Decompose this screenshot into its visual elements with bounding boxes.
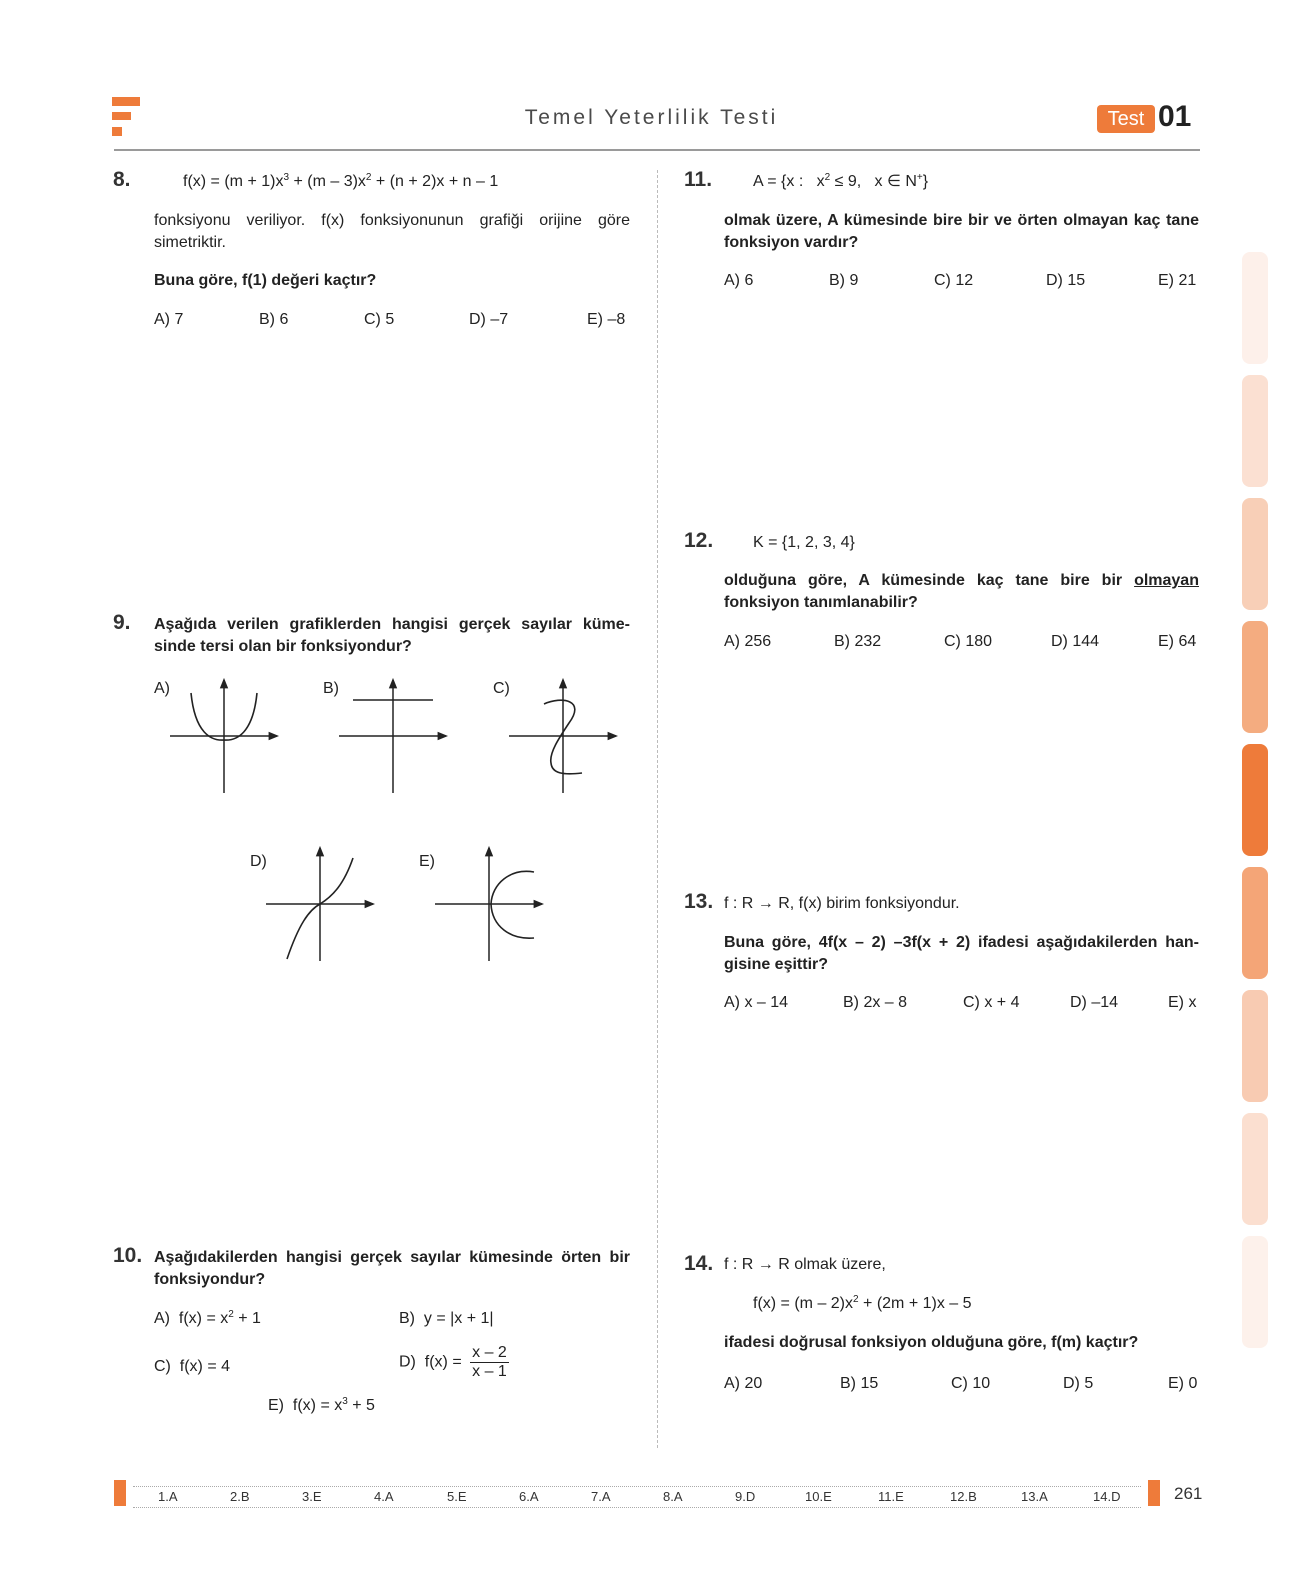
question-statement: f : R → R, f(x) birim fonksiyondur. [724,895,960,912]
question-number: 14. [684,1252,714,1275]
graph-c[interactable] [504,678,619,796]
option-d[interactable]: D) –14 [1070,994,1119,1011]
page-number: 261 [1174,1484,1203,1503]
option-e[interactable]: E) 21 [1158,272,1197,289]
side-tab[interactable] [1242,990,1268,1102]
answer-key-item: 6.A [519,1489,539,1504]
answer-bar-marker [114,1480,126,1506]
option-e[interactable]: E) x [1168,994,1197,1011]
side-tab[interactable] [1242,1113,1268,1225]
option-b[interactable]: B) 232 [834,633,882,650]
option-b[interactable]: B) 15 [840,1375,879,1392]
question-formula: $f(x) = (m - 2)x^2 + (2m + 1)x - 5$ [753,1294,972,1312]
option-a[interactable]: A) 7 [154,311,184,328]
option-e[interactable]: E) –8 [587,311,626,328]
side-tab[interactable] [1242,867,1268,979]
option-b[interactable]: B) 6 [259,311,289,328]
question-number: 13. [684,890,714,913]
answer-key-bar [133,1486,1141,1508]
option-b[interactable]: B) y = |x + 1| [399,1310,494,1327]
graph-label-d[interactable]: D) [250,853,267,870]
graph-d[interactable] [261,846,376,964]
question-prompt: Buna göre, 4f(x – 2) –3f(x + 2) ifadesi aşağıdakilerden han-gisine eşittir? [724,934,1199,973]
graph-label-a[interactable]: A) [154,680,170,697]
question-formula: $f(x) = (m + 1)x^3 + (m - 3)x^2 + (n + 2)x + n - 1$ [183,172,499,190]
answer-key-item: 8.A [663,1489,683,1504]
question-prompt: ifadesi doğrusal fonksiyon olduğuna göre, f(m) kaçtır? [724,1334,1139,1351]
graph-label-e[interactable]: E) [419,853,435,870]
option-a[interactable]: A) 256 [724,633,772,650]
question-prompt: Aşağıda verilen grafiklerden hangisi gerçek sayılar küme-sinde tersi olan bir fonksiyondur? [154,616,630,655]
graph-e[interactable] [430,846,545,964]
side-tab[interactable] [1242,621,1268,733]
option-e[interactable]: E) $f(x) = x^3 + 5$ [268,1396,375,1414]
side-tab[interactable] [1242,498,1268,610]
page-title: Temel Yeterlilik Testi [524,106,779,129]
answer-key-item: 4.A [374,1489,394,1504]
answer-key-item: 2.B [230,1489,250,1504]
side-tab[interactable] [1242,1236,1268,1348]
graph-label-b[interactable]: B) [323,680,339,697]
option-d[interactable]: D) 144 [1051,633,1100,650]
answer-key-item: 10.E [805,1489,832,1504]
question-statement: f : R → R olmak üzere, [724,1256,886,1273]
question-number: 10. [113,1244,143,1267]
question-body: fonksiyonu veriliyor. f(x) fonksiyonunun grafiği orijine göre simetriktir. [154,212,630,251]
answer-key-item: 12.B [950,1489,977,1504]
answer-key-item: 5.E [447,1489,467,1504]
option-c[interactable]: C) 12 [934,272,974,289]
graph-a[interactable] [165,678,280,796]
question-prompt: Buna göre, f(1) değeri kaçtır? [154,272,377,289]
question-number: 12. [684,529,714,552]
option-a[interactable]: A) 6 [724,272,754,289]
option-e[interactable]: E) 64 [1158,633,1197,650]
test-badge: Test [1097,105,1155,133]
question-prompt: olmak üzere, A kümesinde bire bir ve örten olmayan kaç tane fonksiyon vardır? [724,212,1199,251]
option-d[interactable]: D) f(x) = $\frac{x - 2}{x - 1}$ [399,1344,507,1380]
question-prompt: Aşağıdakilerden hangisi gerçek sayılar kümesinde örten bir fonksiyondur? [154,1249,630,1288]
question-formula: K = {1, 2, 3, 4} [753,534,855,551]
header-divider [114,149,1200,151]
answer-key-item: 3.E [302,1489,322,1504]
answer-key-item: 14.D [1093,1489,1121,1504]
option-a[interactable]: A) 20 [724,1375,763,1392]
question-number: 9. [113,611,131,634]
option-b[interactable]: B) 9 [829,272,859,289]
graph-label-c[interactable]: C) [493,680,510,697]
option-c[interactable]: C) 180 [944,633,993,650]
answer-key-item: 9.D [735,1489,756,1504]
answer-bar-marker [1148,1480,1160,1506]
side-tab-active[interactable] [1242,744,1268,856]
answer-key-item: 11.E [878,1489,904,1504]
option-d[interactable]: D) 5 [1063,1375,1094,1392]
answer-key-item: 7.A [591,1489,611,1504]
option-c[interactable]: C) x + 4 [963,994,1020,1011]
answer-key-item: 1.A [158,1489,178,1504]
question-number: 11. [684,168,713,191]
column-divider [657,170,658,1448]
option-a[interactable]: A) x – 14 [724,994,789,1011]
question-formula: A = {x : $x^2 \le 9$, x ∈ N+} [753,172,929,190]
option-c[interactable]: C) 5 [364,311,395,328]
answer-key-item: 13.A [1021,1489,1048,1504]
fraction: $\frac{x - 2}{x - 1}$ [472,1344,507,1380]
side-tab[interactable] [1242,252,1268,364]
option-c[interactable]: C) 10 [951,1375,991,1392]
option-a[interactable]: A) $f(x) = x^2 + 1$ [154,1309,261,1327]
graph-b[interactable] [334,678,449,796]
question-number: 8. [113,168,131,191]
option-c[interactable]: C) f(x) = 4 [154,1358,231,1375]
option-e[interactable]: E) 0 [1168,1375,1198,1392]
option-d[interactable]: D) –7 [469,311,509,328]
question-prompt: olduğuna göre, A kümesinde kaç tane bire bir olmayan fonksiyon tanımlanabilir? [724,572,1199,611]
test-number: 01 [1158,100,1192,133]
option-b[interactable]: B) 2x – 8 [843,994,908,1011]
side-tab[interactable] [1242,375,1268,487]
option-d[interactable]: D) 15 [1046,272,1086,289]
